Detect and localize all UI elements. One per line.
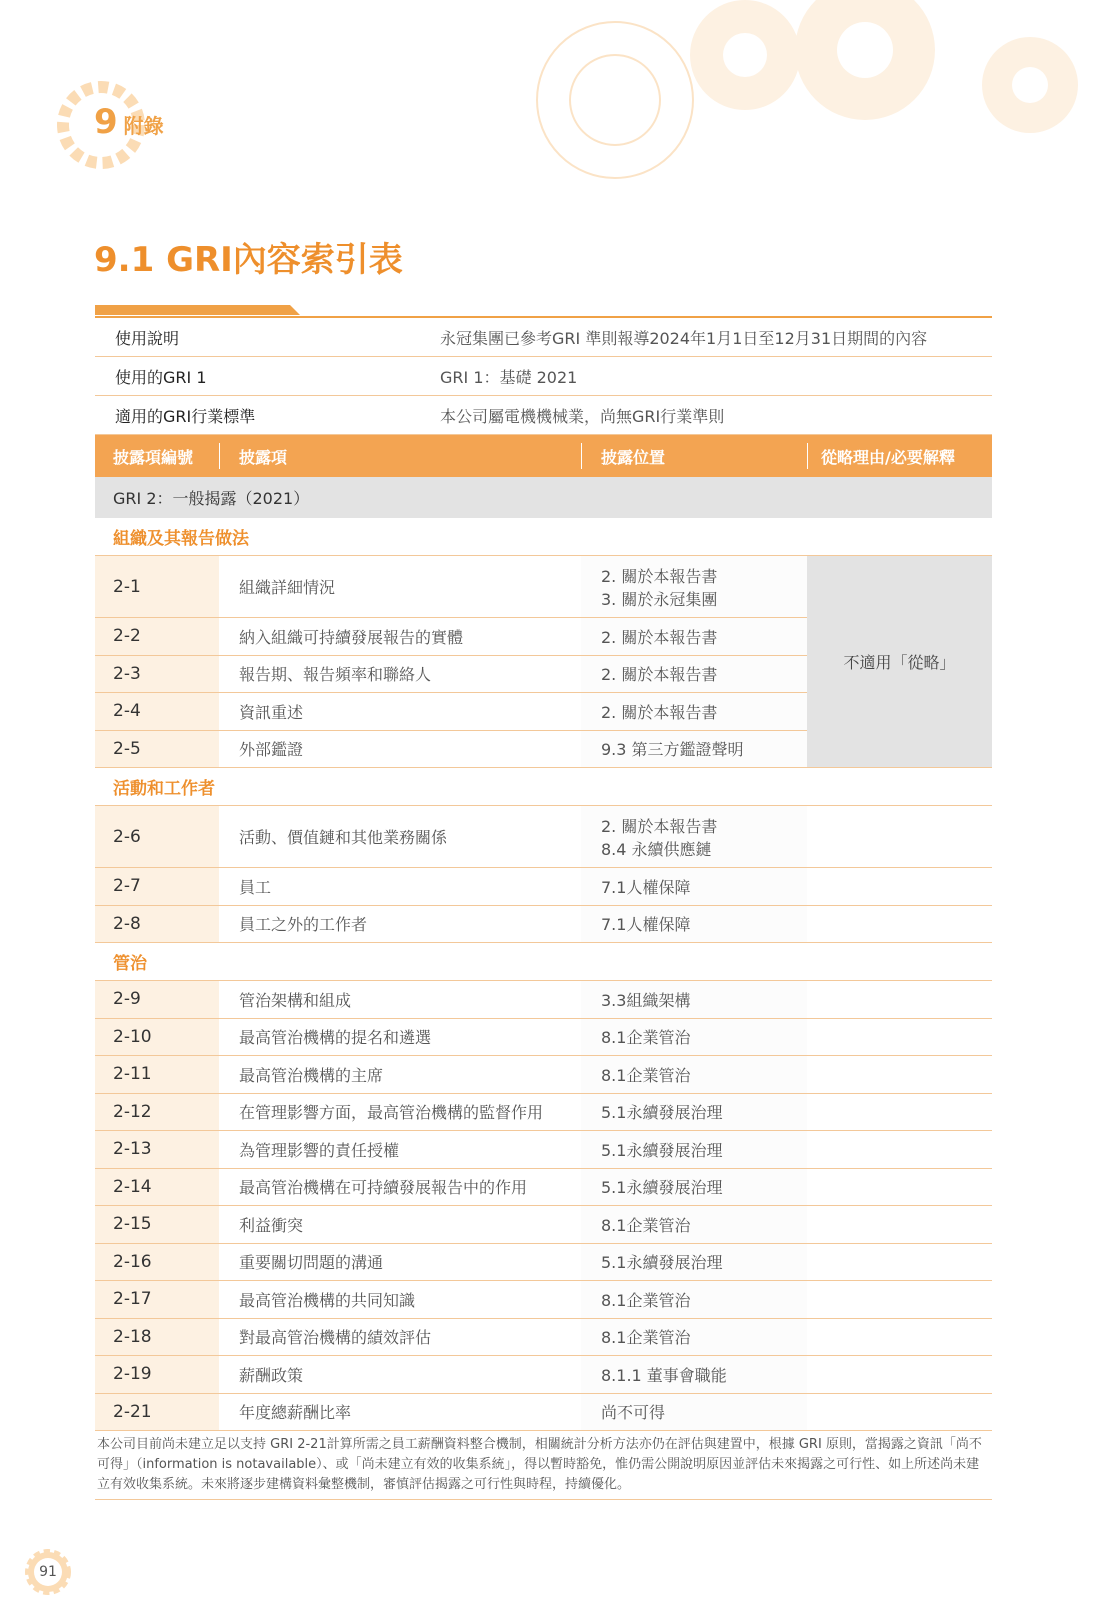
location-line: 5.1永續發展治理 bbox=[601, 1253, 723, 1273]
disclosure-code: 2-10 bbox=[95, 1019, 219, 1056]
info-row bbox=[95, 318, 992, 357]
omission-reason bbox=[807, 981, 992, 1018]
chapter-title: 附錄 bbox=[123, 114, 164, 138]
disclosure-location bbox=[581, 1169, 807, 1206]
disclosure-item: 管治架構和組成 bbox=[239, 990, 352, 1010]
footnote: 本公司目前尚未建立足以支持 GRI 2-21計算所需之員工薪酬資料整合機制，相關統計分析方法亦仍在評估與建置中，根據 GRI 原則，當揭露之資訊「尚不可得」（information is notavailable）、或「尚未建立有效的收集系統」，得以暫時豁免，惟仍需公開說明原因並評估未來揭露之可行性、如上所述尚未建立有效收集系統。未來將逐步建構資料彙整機制，審慎評估揭露之可行性與時程，持續優化。 bbox=[95, 1435, 992, 1500]
location-line: 8.1.1 董事會職能 bbox=[601, 1365, 727, 1385]
table-row bbox=[95, 806, 992, 868]
table-row bbox=[95, 656, 807, 694]
table-row bbox=[95, 1169, 992, 1207]
disclosure-code: 2-17 bbox=[95, 1281, 219, 1318]
omission-reason bbox=[807, 1394, 992, 1431]
info-value: 永冠集團已參考GRI 準則報導2024年1月1日至12月31日期間的內容 bbox=[440, 328, 928, 348]
omission-reason bbox=[807, 1131, 992, 1168]
disclosure-location bbox=[581, 868, 807, 905]
info-row bbox=[95, 396, 992, 435]
omission-reason bbox=[807, 1319, 992, 1356]
disclosure-item: 組織詳細情況 bbox=[239, 578, 336, 597]
disclosure-item: 利益衝突 bbox=[239, 1215, 304, 1235]
omission-reason bbox=[807, 1019, 992, 1056]
disclosure-code: 2-9 bbox=[95, 981, 219, 1018]
disclosure-location bbox=[581, 1094, 807, 1131]
disclosure-location bbox=[581, 1206, 807, 1243]
table-row bbox=[95, 906, 992, 944]
disclosure-item: 最高管治機構的主席 bbox=[239, 1065, 384, 1085]
section-tab-bar bbox=[95, 305, 300, 315]
table-row bbox=[95, 1244, 992, 1282]
disclosure-item: 在管理影響方面，最高管治機構的監督作用 bbox=[239, 1103, 544, 1123]
table-row bbox=[95, 981, 992, 1019]
disclosure-location bbox=[581, 1244, 807, 1281]
header-location: 披露位置 bbox=[581, 435, 807, 477]
disclosure-code: 2-3 bbox=[95, 656, 219, 693]
location-line: 3. 關於永冠集團 bbox=[601, 589, 718, 609]
disclosure-code: 2-7 bbox=[95, 868, 219, 905]
disclosure-location bbox=[581, 731, 807, 768]
omission-reason bbox=[807, 1244, 992, 1281]
table-row bbox=[95, 1394, 992, 1432]
disclosure-location bbox=[581, 906, 807, 943]
omission-reason bbox=[807, 1169, 992, 1206]
location-line: 9.3 第三方鑑證聲明 bbox=[601, 740, 744, 760]
disclosure-item: 納入組織可持續發展報告的實體 bbox=[239, 627, 464, 647]
category-rows bbox=[95, 806, 992, 943]
page-number-badge bbox=[24, 1548, 72, 1596]
disclosure-item: 員工之外的工作者 bbox=[239, 915, 368, 935]
disclosure-location bbox=[581, 1319, 807, 1356]
disclosure-location bbox=[581, 656, 807, 693]
disclosure-item: 對最高管治機構的績效評估 bbox=[239, 1328, 432, 1348]
table-row bbox=[95, 1281, 992, 1319]
table-row bbox=[95, 1131, 992, 1169]
chapter-heading bbox=[94, 102, 164, 142]
disclosure-code: 2-5 bbox=[95, 731, 219, 768]
table-row bbox=[95, 1319, 992, 1357]
omission-reason bbox=[807, 906, 992, 943]
info-label: 使用的GRI 1 bbox=[115, 367, 207, 387]
location-line: 8.4 永續供應鏈 bbox=[601, 839, 712, 859]
disclosure-code: 2-19 bbox=[95, 1356, 219, 1393]
disclosure-code: 2-1 bbox=[95, 556, 219, 617]
merged-omission-reason: 不適用「從略」 bbox=[807, 556, 992, 768]
disclosure-code: 2-2 bbox=[95, 618, 219, 655]
gri-content-index bbox=[95, 316, 992, 1500]
category-rows bbox=[95, 981, 992, 1431]
category-heading: 管治 bbox=[95, 943, 992, 981]
disclosure-location bbox=[581, 981, 807, 1018]
location-line: 8.1企業管治 bbox=[601, 1028, 691, 1048]
omission-reason bbox=[807, 806, 992, 867]
disclosure-location bbox=[581, 1131, 807, 1168]
header-code: 披露項編號 bbox=[113, 447, 194, 467]
table-row bbox=[95, 1356, 992, 1394]
omission-reason bbox=[807, 1356, 992, 1393]
category-heading: 活動和工作者 bbox=[95, 768, 992, 806]
table-row bbox=[95, 731, 807, 769]
disclosure-code: 2-4 bbox=[95, 693, 219, 730]
disclosure-code: 2-14 bbox=[95, 1169, 219, 1206]
gear-icon bbox=[690, 0, 1078, 133]
omission-reason bbox=[807, 1056, 992, 1093]
location-line: 7.1人權保障 bbox=[601, 915, 691, 935]
disclosure-item: 報告期、報告頻率和聯絡人 bbox=[239, 665, 432, 685]
omission-reason bbox=[807, 868, 992, 905]
disclosure-code: 2-15 bbox=[95, 1206, 219, 1243]
disclosure-item: 最高管治機構在可持續發展報告中的作用 bbox=[239, 1178, 528, 1198]
location-line: 7.1人權保障 bbox=[601, 877, 691, 897]
disclosure-location bbox=[581, 693, 807, 730]
header-reason: 從略理由/必要解釋 bbox=[807, 435, 992, 477]
info-row bbox=[95, 357, 992, 396]
disclosure-location bbox=[581, 1356, 807, 1393]
location-line: 8.1企業管治 bbox=[601, 1328, 691, 1348]
disclosure-location bbox=[581, 806, 807, 867]
location-line: 8.1企業管治 bbox=[601, 1065, 691, 1085]
disclosure-item: 員工 bbox=[239, 877, 272, 897]
disclosure-item: 為管理影響的責任授權 bbox=[239, 1140, 400, 1160]
disclosure-location bbox=[581, 1281, 807, 1318]
category-heading: 組織及其報告做法 bbox=[95, 518, 992, 556]
page-number: 91 bbox=[39, 1564, 57, 1580]
location-line: 8.1企業管治 bbox=[601, 1215, 691, 1235]
omission-reason bbox=[807, 1206, 992, 1243]
location-line: 2. 關於本報告書 bbox=[601, 627, 718, 647]
location-line: 5.1永續發展治理 bbox=[601, 1178, 723, 1198]
disclosure-code: 2-6 bbox=[95, 806, 219, 867]
info-value: GRI 1：基礎 2021 bbox=[440, 367, 578, 387]
omission-reason bbox=[807, 1094, 992, 1131]
location-line: 尚不可得 bbox=[601, 1403, 666, 1423]
disclosure-location bbox=[581, 618, 807, 655]
gri-standard-band: GRI 2：一般揭露（2021） bbox=[95, 477, 992, 518]
disclosure-location bbox=[581, 1019, 807, 1056]
disclosure-item: 年度總薪酬比率 bbox=[239, 1403, 352, 1423]
disclosure-code: 2-21 bbox=[95, 1394, 219, 1431]
table-row bbox=[95, 1019, 992, 1057]
background-gears bbox=[0, 0, 1099, 220]
table-row bbox=[95, 1056, 992, 1094]
info-label: 適用的GRI行業標準 bbox=[115, 406, 256, 426]
table-row bbox=[95, 618, 807, 656]
disclosure-location bbox=[581, 1394, 807, 1431]
location-line: 8.1企業管治 bbox=[601, 1290, 691, 1310]
location-line: 2. 關於本報告書 bbox=[601, 665, 718, 685]
location-line: 2. 關於本報告書 bbox=[601, 702, 718, 722]
table-row bbox=[95, 693, 807, 731]
location-line: 5.1永續發展治理 bbox=[601, 1140, 723, 1160]
table-row bbox=[95, 868, 992, 906]
location-line: 2. 關於本報告書 bbox=[601, 816, 718, 836]
disclosure-item: 外部鑑證 bbox=[239, 740, 304, 760]
gear-icon bbox=[537, 22, 693, 178]
disclosure-code: 2-11 bbox=[95, 1056, 219, 1093]
disclosure-code: 2-12 bbox=[95, 1094, 219, 1131]
location-line: 3.3組織架構 bbox=[601, 990, 691, 1010]
info-value: 本公司屬電機機械業，尚無GRI行業準則 bbox=[440, 406, 725, 426]
disclosure-location bbox=[581, 556, 807, 617]
disclosure-code: 2-8 bbox=[95, 906, 219, 943]
table-header bbox=[95, 435, 992, 477]
section-title: 9.1 GRI內容索引表 bbox=[94, 240, 403, 280]
disclosure-item: 最高管治機構的提名和遴選 bbox=[239, 1028, 432, 1048]
table-row bbox=[95, 556, 807, 618]
disclosure-item: 資訊重述 bbox=[239, 702, 304, 722]
location-line: 5.1永續發展治理 bbox=[601, 1103, 723, 1123]
header-item: 披露項 bbox=[219, 435, 581, 477]
disclosure-code: 2-13 bbox=[95, 1131, 219, 1168]
disclosure-code: 2-18 bbox=[95, 1319, 219, 1356]
disclosure-item: 最高管治機構的共同知識 bbox=[239, 1290, 416, 1310]
omission-reason bbox=[807, 1281, 992, 1318]
table-row bbox=[95, 1206, 992, 1244]
table-row bbox=[95, 1094, 992, 1132]
disclosure-item: 薪酬政策 bbox=[239, 1365, 304, 1385]
info-label: 使用說明 bbox=[115, 328, 180, 348]
disclosure-location bbox=[581, 1056, 807, 1093]
merged-row-group bbox=[95, 556, 992, 768]
location-line: 2. 關於本報告書 bbox=[601, 566, 718, 586]
chapter-number: 9 bbox=[94, 102, 118, 142]
disclosure-item: 重要關切問題的溝通 bbox=[239, 1253, 384, 1273]
disclosure-item: 活動、價值鏈和其他業務關係 bbox=[239, 828, 448, 847]
disclosure-code: 2-16 bbox=[95, 1244, 219, 1281]
